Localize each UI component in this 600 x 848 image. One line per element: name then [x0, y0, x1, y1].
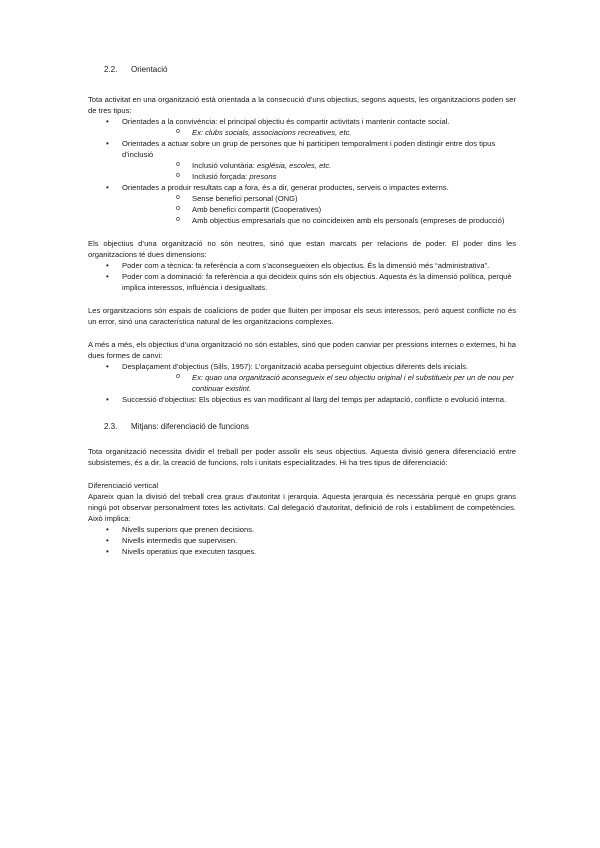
- sublist: [122, 160, 516, 182]
- type-text: Orientades a produir resultats cap a fora, és a dir, generar productes, serveis o impactes externs.: [122, 182, 449, 192]
- document-page: [88, 64, 516, 557]
- list-item: [88, 182, 516, 226]
- section-number: 2.2.: [104, 65, 118, 74]
- sublist-item: o Inclusió voluntària: església, escoles, etc.: [122, 160, 516, 171]
- section-number: 2.3.: [104, 421, 118, 431]
- list-item: • Nivells operatius que executen tasques.: [88, 546, 516, 557]
- power-intro: Els objectius d’una organització no són neutres, sinó que estan marcats per relacions de poder. El poder dins les organitzacions té dues dimensions:: [88, 238, 516, 259]
- change-intro: A més a més, els objectius d’una organització no són estables, sinó que poden canviar per pressions internes o externes, hi ha dues formes de canvi:: [88, 339, 516, 360]
- sublist-item: o Amb benefici compartit (Cooperatives): [122, 204, 516, 215]
- sublist-item: o Inclusió forçada: presons: [122, 171, 516, 182]
- organization-types-list: [88, 116, 516, 226]
- coalitions-paragraph: Les organitzacions són espais de coalicions de poder que lluiten per imposar els seus interessos, però aquest conflicte no és un error, sinó una característica natural de les organitzacions complexes.: [88, 305, 516, 326]
- sublist: [122, 127, 516, 138]
- section-title: Mitjans: diferenciació de funcions: [131, 421, 249, 431]
- levels-list: [88, 524, 516, 557]
- change-list: [88, 361, 516, 405]
- section-heading-2-2: [104, 64, 516, 76]
- vertical-paragraph: Apareix quan la divisió del treball crea graus d’autoritat i jerarquia. Aquesta jerarquia és necessària perquè en grups grans ningú pot observar personalment totes les activitats. Cal delegació d’autoritat, definició de rols i establiment de competències. Això implica:: [88, 492, 516, 524]
- section-heading-2-3: [104, 421, 516, 433]
- list-item: • Nivells intermedis que supervisen.: [88, 535, 516, 546]
- type-text: Orientades a la convivència: el principal objectiu és compartir activitats i mantenir contacte social.: [122, 116, 450, 126]
- sublist-item: o Ex: quan una organització aconsegueix el seu objectiu original i el substitueix per un de nou per continuar existint.: [122, 372, 516, 394]
- sublist: [122, 372, 516, 394]
- change-text: Desplaçament d’objectius (Sills, 1957): L’organització acaba perseguint objectius diferents dels inicials.: [122, 361, 469, 371]
- orientation-intro: Tota activitat en una organització està orientada a la consecució d’uns objectius, segons aquests, les organitzacions poden ser de tres tipus:: [88, 94, 516, 115]
- power-list: [88, 260, 516, 293]
- type-text: Orientades a actuar sobre un grup de persones que hi participen temporalment i poden distingir entre dos tipus d’inclusió: [122, 138, 496, 159]
- subsection-title: Diferenciació vertical: [88, 481, 159, 491]
- list-item: • Nivells superiors que prenen decisions.: [88, 524, 516, 535]
- list-item: [88, 361, 516, 394]
- list-item: [88, 116, 516, 138]
- list-item: [88, 394, 516, 405]
- means-intro: Tota organització necessita dividir el treball per poder assolir els seus objectius. Aquesta divisió genera diferenciació entre subsistemes, és a dir, la creació de funcions, rols i unitats especialitzades. Hi ha tres tipus de diferenciació:: [88, 447, 516, 468]
- sublist: [122, 193, 516, 226]
- change-text: Successió d’objectius: Els objectius es van modificant al llarg del temps per adaptació, conflicte o evolució interna.: [122, 394, 507, 404]
- sublist-item: o Amb objectius empresarials que no coincideixen amb els personals (empreses de producció): [122, 215, 516, 226]
- list-item: [88, 138, 516, 182]
- list-item: • Poder com a dominació: fa referència a qui decideix quins són els objectius. Aquesta és la dimensió política, perquè implica interessos, influència i desigualtats.: [88, 271, 516, 293]
- list-item: • Poder com a tècnica: fa referència a com s’aconsegueixen els objectius. És la dimensió més “administrativa”.: [88, 260, 516, 271]
- sublist-item: o Ex: clubs socials, associacions recreatives, etc.: [122, 127, 516, 138]
- sublist-item: o Sense benefici personal (ONG): [122, 193, 516, 204]
- section-title: Orientació: [131, 65, 168, 74]
